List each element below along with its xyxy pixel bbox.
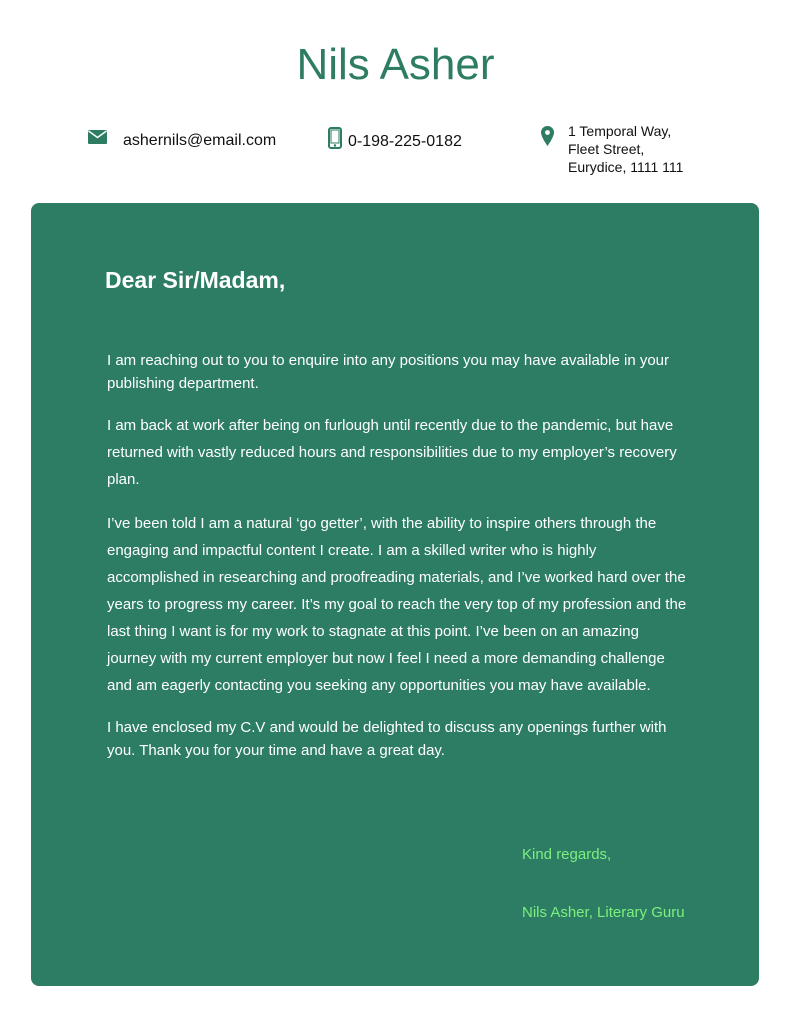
address-line-3: Eurydice, 1111 111 xyxy=(568,159,684,175)
address-line-2: Fleet Street, xyxy=(568,141,645,157)
letter-paragraph: I am back at work after being on furlough until recently due to the pandemic, but have returned with vastly reduced hours and responsibilities due to my employer’s recovery plan. xyxy=(107,417,677,488)
map-pin-icon xyxy=(541,126,554,150)
letter-paragraph: I’ve been told I am a natural ‘go getter’, with the ability to inspire others through the engaging and impactful content I create. I am a skilled writer who is highly accomplished in researching and proofreading materials, and I’ve worked hard over the years to progress my career. It’s my goal to reach the very top of my profession and the last thing I want is for my work to stagnate at this point. I’ve been on an amazing journey with my current employer but now I feel I need a more demanding challenge and am eagerly contacting you seeking any opportunities you may have available. xyxy=(107,515,687,694)
mobile-phone-icon xyxy=(328,127,342,154)
email-text: ashernils@email.com xyxy=(123,132,277,149)
letter-signature: Nils Asher, Literary Guru xyxy=(522,904,685,921)
contact-phone xyxy=(328,127,462,157)
address-line-1: 1 Temporal Way, xyxy=(568,123,672,139)
phone-text: 0-198-225-0182 xyxy=(348,133,462,150)
envelope-icon xyxy=(88,130,107,149)
contact-address xyxy=(541,122,683,176)
letter-greeting: Dear Sir/Madam, xyxy=(105,267,286,293)
letter-closing: Kind regards, xyxy=(522,846,612,863)
applicant-name: Nils Asher xyxy=(296,40,495,89)
letter-body xyxy=(107,349,692,779)
letter-paragraph: I have enclosed my C.V and would be delighted to discuss any openings further with you. Thank you for your time and have a great day. xyxy=(107,719,667,759)
letter-panel xyxy=(31,203,759,986)
letter-paragraph: I am reaching out to you to enquire into any positions you may have available in your publishing department. xyxy=(107,352,670,392)
contact-email xyxy=(88,128,276,156)
